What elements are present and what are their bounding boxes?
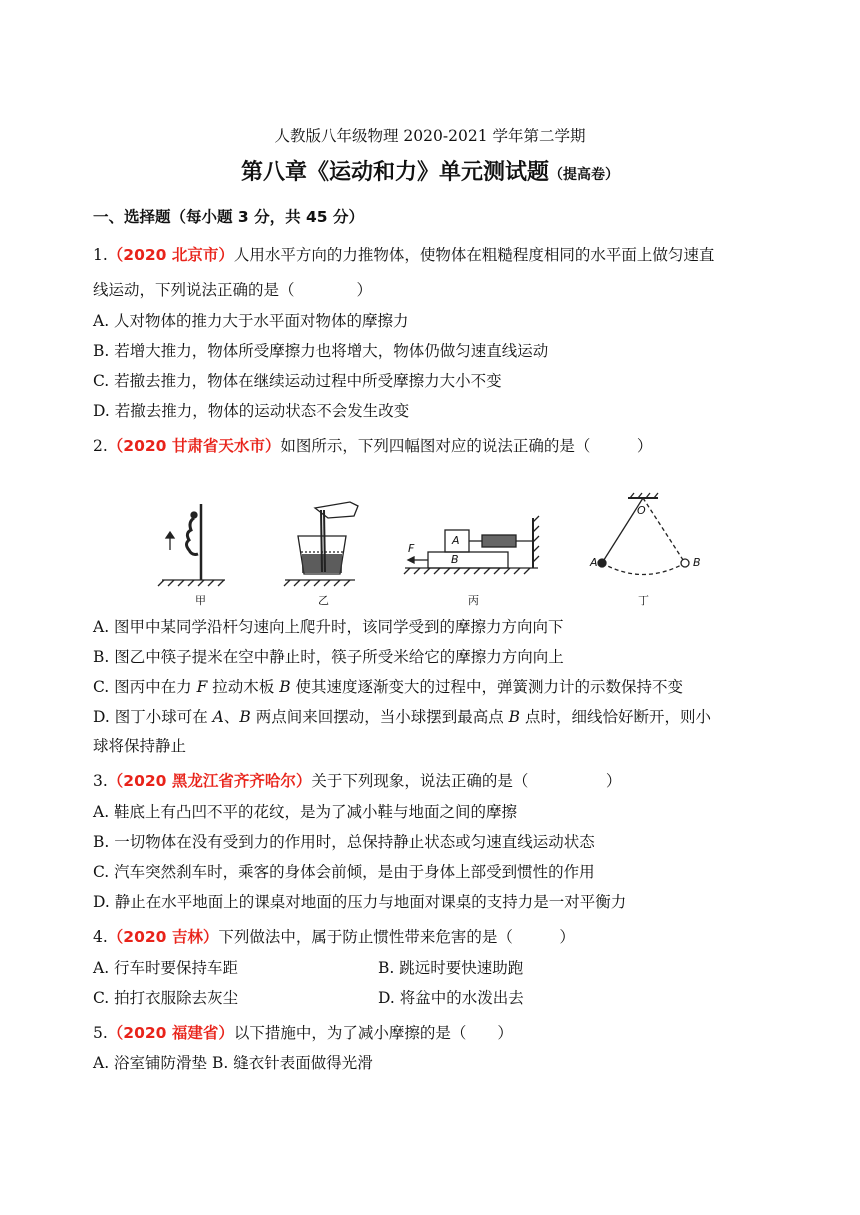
question-source: （2020 吉林） [107, 928, 219, 946]
figure-caption-jia: 甲 [195, 594, 206, 607]
question-2-stem [93, 436, 652, 456]
question-2-figures [150, 490, 740, 608]
question-source: （2020 北京市） [107, 246, 234, 264]
question-4-option-d: D. 将盆中的水泼出去 [378, 989, 524, 1007]
option-text: D. 图丁小球可在 [93, 708, 213, 726]
label-force-f: F [408, 542, 415, 555]
option-text: 两点间来回摆动，当小球摆到最高点 [250, 708, 509, 726]
option-text: 拉动木板 [207, 678, 280, 696]
question-1-option-c: C. 若撤去推力，物体在继续运动过程中所受摩擦力大小不变 [93, 372, 502, 390]
section-heading: 一、选择题（每小题 3 分，共 45 分） [93, 208, 364, 226]
question-1-option-b: B. 若增大推力，物体所受摩擦力也将增大，物体仍做匀速直线运动 [93, 342, 549, 360]
document-subtitle: 人教版八年级物理 2020-2021 学年第二学期 [274, 127, 586, 145]
question-source: （2020 福建省） [107, 1024, 234, 1042]
question-3-option-d: D. 静止在水平地面上的课桌对地面的压力与地面对课桌的支持力是一对平衡力 [93, 893, 627, 911]
figure-caption-bing: 丙 [468, 594, 479, 607]
label-point-b: B [693, 556, 701, 569]
title-main: 第八章《运动和力》单元测试题 [240, 160, 549, 185]
question-1-option-d: D. 若撤去推力，物体的运动状态不会发生改变 [93, 402, 410, 420]
question-4-stem [93, 927, 575, 947]
option-text: 点时，细线恰好断开，则小 [520, 708, 711, 726]
document-title [0, 158, 860, 190]
question-2-option-d [93, 707, 711, 727]
title-difficulty: （提高卷） [549, 167, 619, 183]
question-source: （2020 黑龙江省齐齐哈尔） [107, 772, 312, 790]
question-number: 3. [93, 772, 108, 790]
figure-caption-ding: 丁 [638, 594, 649, 607]
question-text: 如图所示，下列四幅图对应的说法正确的是（ ） [280, 437, 653, 455]
question-4-option-c: C. 拍打衣服除去灰尘 [93, 989, 239, 1007]
question-2-option-b: B. 图乙中筷子提米在空中静止时，筷子所受米给它的摩擦力方向向上 [93, 648, 564, 666]
question-4-option-b: B. 跳远时要快速助跑 [378, 959, 524, 977]
option-text: 使其速度逐渐变大的过程中，弹簧测力计的示数保持不变 [290, 678, 684, 696]
variable-b: B [508, 708, 521, 726]
variable-b: B [239, 708, 251, 726]
question-text: 关于下列现象，说法正确的是（ ） [311, 772, 622, 790]
question-4-option-a: A. 行车时要保持车距 [93, 959, 239, 977]
question-3-option-c: C. 汽车突然刹车时，乘客的身体会前倾，是由于身体上部受到惯性的作用 [93, 863, 595, 881]
option-text: C. 图丙中在力 [93, 678, 197, 696]
question-2-option-c [93, 677, 683, 697]
label-pivot-o: O [637, 504, 646, 517]
question-3-option-b: B. 一切物体在没有受到力的作用时，总保持静止状态或匀速直线运动状态 [93, 833, 595, 851]
question-3-option-a: A. 鞋底上有凸凹不平的花纹，是为了减小鞋与地面之间的摩擦 [93, 803, 518, 821]
variable-a: A [212, 708, 224, 726]
option-text: 、 [223, 708, 240, 726]
question-1-stem [93, 245, 714, 265]
variable-f: F [196, 678, 208, 696]
question-source: （2020 甘肃省天水市） [107, 437, 281, 455]
figure-jia-climber [158, 504, 225, 586]
question-number: 1. [93, 246, 108, 264]
question-5-options-ab: A. 浴室铺防滑垫 B. 缝衣针表面做得光滑 [93, 1054, 373, 1072]
question-text: 下列做法中，属于防止惯性带来危害的是（ ） [218, 928, 575, 946]
label-block-a: A [452, 534, 460, 547]
label-point-a: A [590, 556, 598, 569]
question-1-stem-continued: 线运动，下列说法正确的是（ ） [93, 281, 373, 299]
label-board-b: B [451, 553, 459, 566]
question-number: 5. [93, 1024, 108, 1042]
question-number: 4. [93, 928, 108, 946]
figures-drawing [150, 490, 740, 608]
figure-yi-chopsticks [284, 502, 358, 586]
question-3-stem [93, 771, 621, 791]
question-number: 2. [93, 437, 108, 455]
question-text: 人用水平方向的力推物体，使物体在粗糙程度相同的水平面上做匀速直 [233, 246, 715, 264]
question-5-stem [93, 1023, 513, 1043]
figure-bing-board [404, 516, 539, 574]
question-text: 以下措施中，为了减小摩擦的是（ ） [233, 1024, 513, 1042]
figure-caption-yi: 乙 [318, 594, 329, 607]
question-2-option-d-continued: 球将保持静止 [93, 737, 187, 755]
variable-b: B [279, 678, 291, 696]
question-1-option-a: A. 人对物体的推力大于水平面对物体的摩擦力 [93, 312, 409, 330]
question-2-option-a: A. 图甲中某同学沿杆匀速向上爬升时，该同学受到的摩擦力方向向下 [93, 618, 564, 636]
